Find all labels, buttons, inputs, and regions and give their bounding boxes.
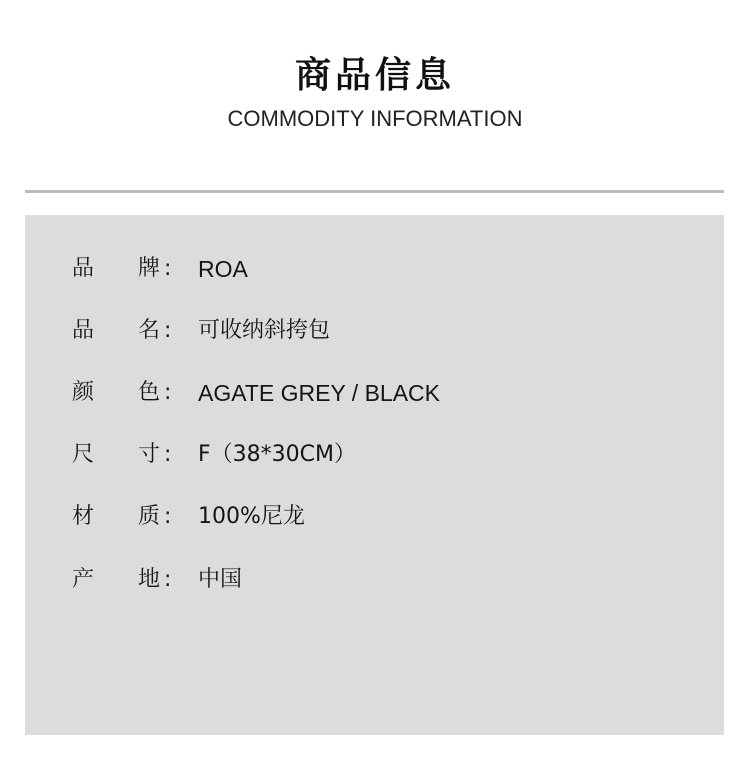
info-value: 100%尼龙 (198, 504, 305, 529)
label-colon: : (164, 380, 172, 405)
label-char-2: 牌 (138, 256, 161, 281)
info-value: AGATE GREY / BLACK (198, 380, 441, 406)
label-char-1: 材 (72, 504, 95, 529)
label-char-1: 产 (72, 567, 95, 592)
label-colon: : (164, 567, 172, 592)
label-colon: : (164, 504, 172, 529)
label-colon: : (164, 256, 172, 281)
info-value: F（38*30CM） (198, 442, 356, 467)
label-char-1: 品 (72, 256, 95, 281)
label-char-2: 名 (138, 318, 161, 343)
page-subtitle: COMMODITY INFORMATION (227, 106, 523, 131)
label-char-2: 质 (138, 504, 161, 529)
info-value: 中国 (198, 567, 243, 592)
label-char-1: 尺 (72, 442, 95, 467)
info-panel (25, 215, 724, 735)
label-char-2: 寸 (138, 442, 161, 467)
label-colon: : (164, 318, 172, 343)
page-title: 商品信息 (294, 55, 455, 96)
info-value: ROA (198, 256, 248, 282)
label-char-1: 品 (72, 318, 95, 343)
label-char-1: 颜 (72, 380, 95, 405)
label-char-2: 色 (138, 380, 161, 405)
header-divider (25, 190, 724, 193)
label-char-2: 地 (138, 567, 161, 592)
label-colon: : (164, 442, 172, 467)
info-value: 可收纳斜挎包 (198, 318, 331, 343)
